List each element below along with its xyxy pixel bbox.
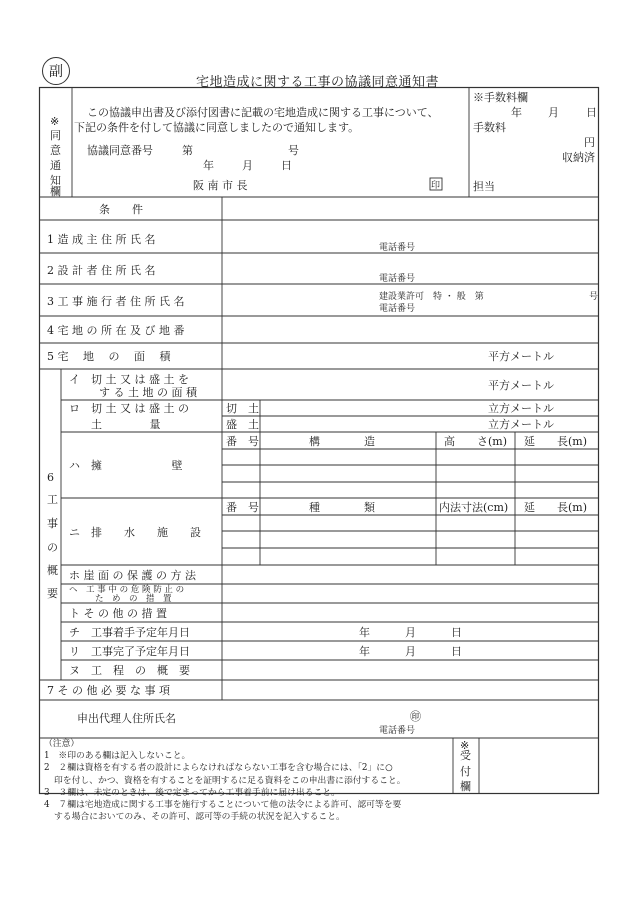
row3-phone: 電話番号 [379,304,416,314]
svg-text:要: 要 [47,587,58,600]
svg-text:意: 意 [50,144,61,157]
drain-col-type: 種 類 [309,501,375,514]
mayor-label: 阪 南 市 長 [193,179,248,192]
drain-col-size: 内法寸法(cm) [439,501,509,514]
wall-col-structure: 構 造 [309,435,375,448]
overview-nu-label: ヌ 工 程 の 概 要 [69,664,190,677]
overview-ro-fill: 盛 土 [226,418,259,431]
svg-text:工: 工 [47,493,58,506]
svg-text:付: 付 [460,765,471,778]
row2-designer-label: 2 設 計 者 住 所 氏 名 [47,264,156,277]
tanto-label: 担当 [473,180,495,193]
fee-section-title: ※手数料欄 [473,91,528,104]
svg-text:受: 受 [460,749,471,762]
fee-yen: 円 [584,136,595,149]
agreement-no-dai: 第 [182,144,193,157]
row1-applicant-label: 1 造 成 主 住 所 氏 名 [47,233,156,246]
row3-license: 建設業許可 特 ・ 般 第 [379,292,484,302]
agent-seal: ㊞ [410,710,421,723]
note-2b: 印を付し、かつ、資格を有することを証明するに足る資料をこの申出書に添付すること。 [54,775,406,786]
svg-text:知: 知 [50,174,61,187]
notice-body-line1: この協議申出書及び添付図書に記載の宅地造成に関する工事について、 [87,106,439,119]
row3-contractor-label: 3 工 事 施 行 者 住 所 氏 名 [47,295,185,308]
svg-text:6: 6 [47,471,54,484]
fee-date-day: 日 [586,106,597,119]
svg-text:事: 事 [47,517,58,530]
end-date-year: 年 [359,645,370,658]
wall-col-length: 延 長(m) [524,435,588,448]
agreement-form [39,87,599,794]
overview-i-unit: 平方メートル [488,379,554,392]
mayor-seal: 印 [431,181,441,191]
fee-date-year: 年 [511,106,522,119]
svg-text:通: 通 [50,159,61,172]
wall-col-height: 高 さ(m) [444,435,508,448]
row7-other-label: 7 そ の 他 必 要 な 事 項 [47,684,170,697]
agreement-no-label: 協議同意番号 [87,144,153,157]
svg-text:同: 同 [50,129,61,142]
end-date-month: 月 [405,645,416,658]
reception-label-char: 欄 [460,780,471,793]
notes [44,738,454,823]
start-date-day: 日 [451,626,462,639]
overview-ro-cut: 切 土 [226,402,259,415]
row2-phone: 電話番号 [379,274,416,284]
overview-ri-label: リ 工事完了予定年月日 [69,645,190,658]
overview-ro-line1: ロ 切 土 又 は 盛 土 の [69,402,189,415]
notice-body-line2: 下記の条件を付して協議に同意しましたので通知します。 [74,121,360,134]
overview-i-line1: イ 切 土 又 は 盛 土 を [69,373,189,386]
overview-ni-label: ニ 排 水 施 設 [69,526,201,539]
overview-ro-fill-unit: 立方メートル [488,418,554,431]
agreement-date-year: 年 [203,159,214,172]
svg-text:の: の [47,541,58,554]
overview-label [47,471,58,600]
agreement-date-day: 日 [281,159,292,172]
header-label [50,129,61,198]
svg-text:概: 概 [47,564,58,577]
fee-paid-stamp: 収納済 [562,151,595,164]
overview-ro-line2: 土 量 [91,418,161,431]
row5-area-label: 5 宅 地 の 面 積 [47,350,171,363]
agent-label: 申出代理人住所氏名 [77,712,176,725]
row4-location-label: 4 宅 地 の 所 在 及 び 地 番 [47,324,185,337]
notes-head: （注意） [44,739,80,749]
start-date-year: 年 [359,626,370,639]
drain-col-length: 延 長(m) [524,501,588,514]
row3-license-go: 号 [589,292,599,302]
overview-ha-label: ハ 擁 壁 [69,459,183,472]
header-mark: ※ [50,115,60,128]
conditions-label: 条 件 [99,203,143,216]
reception-mark: ※ [460,739,470,752]
svg-text:欄: 欄 [50,185,61,198]
agreement-date-month: 月 [242,159,253,172]
overview-he-line2: た め の 措 置 [95,594,172,604]
overview-ho-label: ホ 崖 面 の 保 護 の 方 法 [69,569,196,582]
note-1: 1 ※印のある欄は記入しないこと。 [44,751,191,762]
overview-to-label: ト そ の 他 の 措 置 [69,607,167,620]
overview-chi-label: チ 工事着手予定年月日 [69,626,190,639]
overview-he-line1: ヘ 工 事 中 の 危 険 防 止 の [69,585,185,595]
note-2a: 2 ２欄は資格を有する者の設計によらなければならない工事を含む場合には、「2」に○ [44,763,393,774]
start-date-month: 月 [405,626,416,639]
reception-label [460,749,471,793]
page-title: 宅地造成に関する工事の協議同意通知書 [196,75,440,90]
overview-i-line2: す る 土 地 の 面 積 [99,386,197,399]
overview-ro-cut-unit: 立方メートル [488,402,554,415]
wall-col-number: 番 号 [226,435,259,448]
note-4b: する場合においてのみ、その許可、認可等の手続の状況を記入すること。 [54,812,345,823]
drain-col-number: 番 号 [226,501,259,514]
note-4a: 4 ７欄は宅地造成に関する工事を施行することについて他の法令による許可、認可等を要 [44,800,402,811]
fee-date-month: 月 [548,106,559,119]
note-3: 3 ３欄は、未定のときは、後で定まってから工事着手前に届け出ること。 [44,787,340,798]
row1-phone: 電話番号 [379,243,416,253]
end-date-day: 日 [451,645,462,658]
fee-label: 手数料 [473,121,506,134]
agent-phone: 電話番号 [379,726,416,736]
row5-area-unit: 平方メートル [488,350,554,363]
agreement-no-go: 号 [288,144,299,157]
duplicate-stamp: 副 [42,57,70,85]
